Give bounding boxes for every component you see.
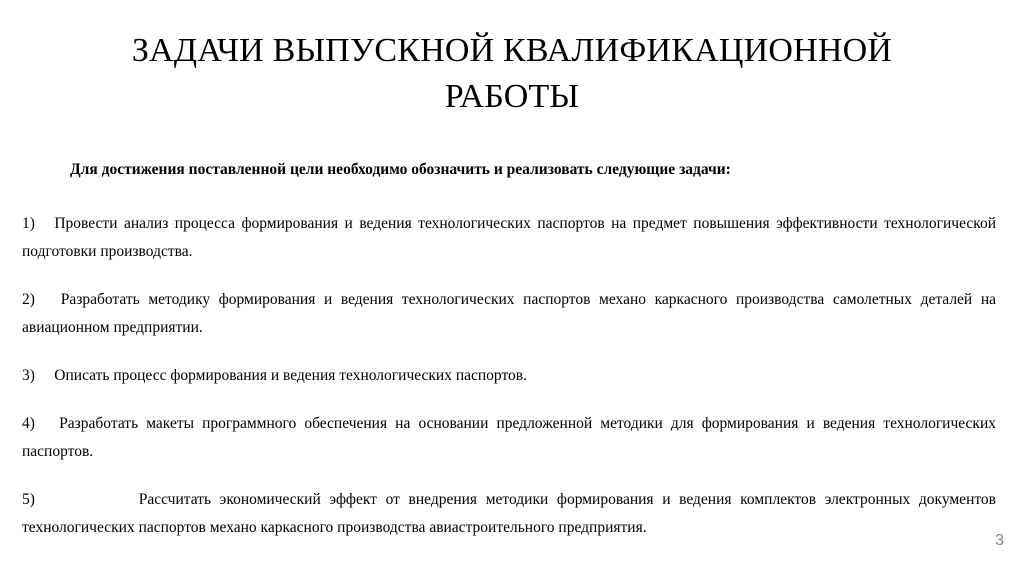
task-list [22,210,996,542]
slide-title-line1: ЗАДАЧИ ВЫПУСКНОЙ КВАЛИФИКАЦИОННОЙ [131,32,893,69]
task-number: 4) [22,415,35,432]
task-text: Разработать методику формирования и ведения технологических паспортов механо каркасного производства самолетных деталей на авиационном предприятии. [22,291,997,336]
task-text: Провести анализ процесса формирования и ведения технологических паспортов на предмет повышения эффективности технологической подготовки производства. [22,215,997,260]
task-item-3 [22,362,996,390]
slide-subtitle: Для достижения поставленной цели необходимо обозначить и реализовать следующие задачи: [70,161,731,178]
task-text: Описать процесс формирования и ведения технологических паспортов. [54,367,527,384]
task-number: 2) [22,291,35,308]
task-text: Разработать макеты программного обеспечения на основании предложенной методики для формирования и ведения технологических паспортов. [22,415,996,460]
task-number: 5) [22,491,35,508]
slide-title-line2: РАБОТЫ [444,78,580,115]
task-item-4 [22,410,996,466]
task-item-1 [22,210,996,266]
slide-title [60,28,964,120]
task-item-2 [22,286,996,342]
task-number: 3) [22,367,35,384]
task-number: 1) [22,215,35,232]
task-item-5 [22,486,996,542]
task-text: Рассчитать экономический эффект от внедрения методики формирования и ведения комплектов электронных документов технологических паспортов механо каркасного производства авиастроительного предприятия. [22,491,996,536]
page-number: 3 [995,532,1004,549]
